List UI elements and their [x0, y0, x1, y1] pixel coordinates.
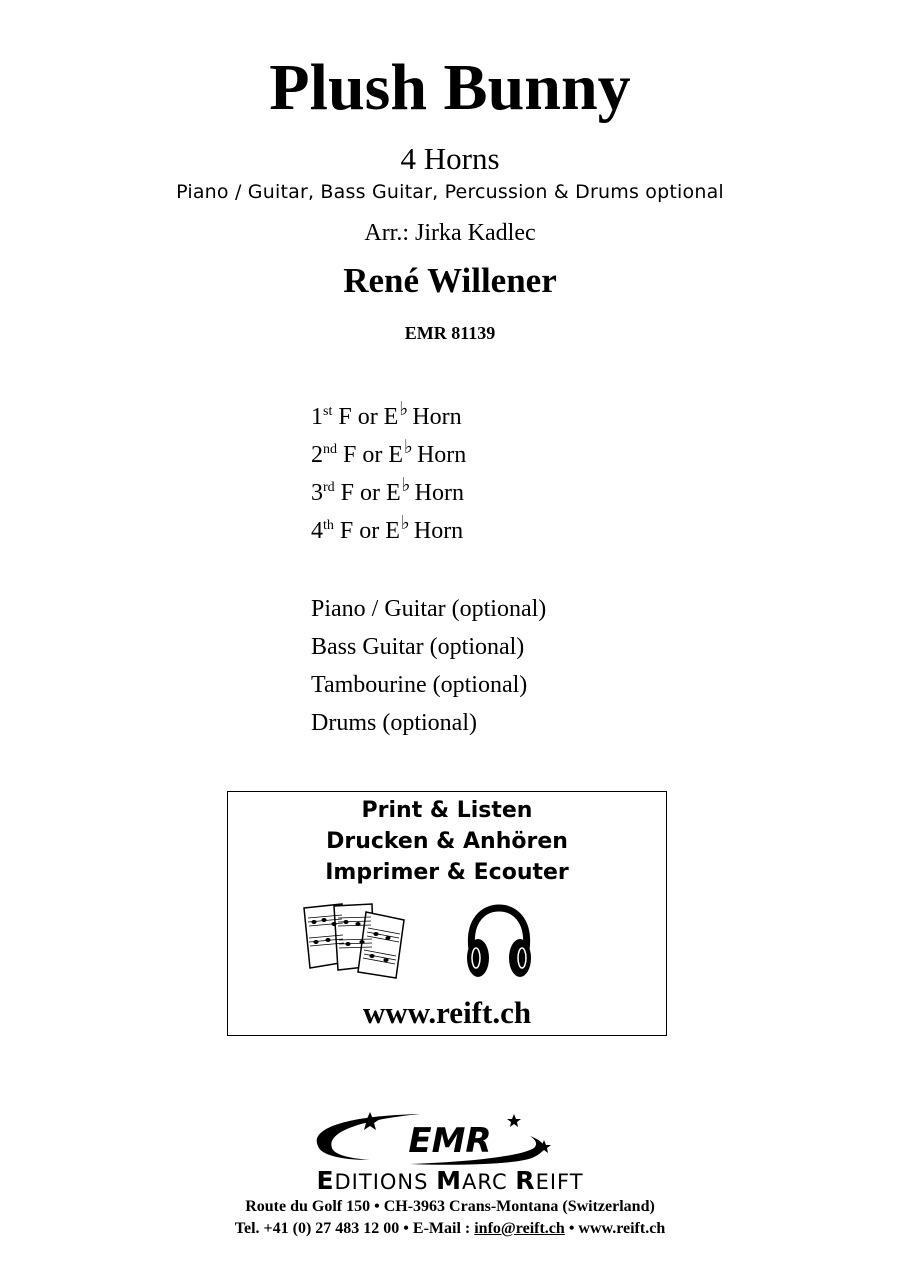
sheet-music-icon [300, 900, 412, 980]
instrumentation-line: Piano / Guitar, Bass Guitar, Percussion & Drums optional [176, 181, 724, 203]
print-listen-box [227, 791, 667, 1036]
part-item: 4th F or E♭ Horn [311, 512, 464, 544]
optional-part-item: Bass Guitar (optional) [311, 634, 525, 660]
catalog-number: EMR 81139 [404, 323, 496, 343]
optional-part-item: Drums (optional) [311, 710, 477, 736]
piece-title: Plush Bunny [269, 51, 631, 124]
ensemble-subtitle: 4 Horns [400, 141, 500, 176]
emr-logo [300, 1108, 600, 1168]
publisher-name: EDITIONS MARC REIFT [316, 1166, 584, 1195]
headphones-icon [464, 904, 534, 980]
email-link[interactable]: info@reift.ch [474, 1220, 565, 1237]
promo-line-de: Drucken & Anhören [326, 829, 568, 854]
publisher-address: Route du Golf 150 • CH-3963 Crans-Montana (Switzerland) [245, 1198, 655, 1215]
part-item: 1st F or E♭ Horn [311, 398, 462, 430]
publisher-contact [0, 1218, 900, 1240]
parts-list [311, 398, 466, 550]
phone-text: Tel. +41 (0) 27 483 12 00 • E-Mail : [234, 1220, 475, 1237]
optional-parts-list [311, 590, 546, 742]
optional-part-item: Tambourine (optional) [311, 672, 528, 698]
arranger-credit: Arr.: Jirka Kadlec [364, 220, 536, 246]
logo-text: EMR [408, 1121, 492, 1161]
optional-part-item: Piano / Guitar (optional) [311, 596, 547, 622]
promo-website[interactable]: www.reift.ch [362, 995, 532, 1030]
promo-line-fr: Imprimer & Ecouter [325, 860, 569, 885]
composer-name: René Willener [343, 261, 557, 300]
part-item: 2nd F or E♭ Horn [311, 436, 467, 468]
website-text[interactable]: • www.reift.ch [564, 1220, 666, 1237]
part-item: 3rd F or E♭ Horn [311, 474, 464, 506]
promo-line-en: Print & Listen [361, 798, 533, 823]
